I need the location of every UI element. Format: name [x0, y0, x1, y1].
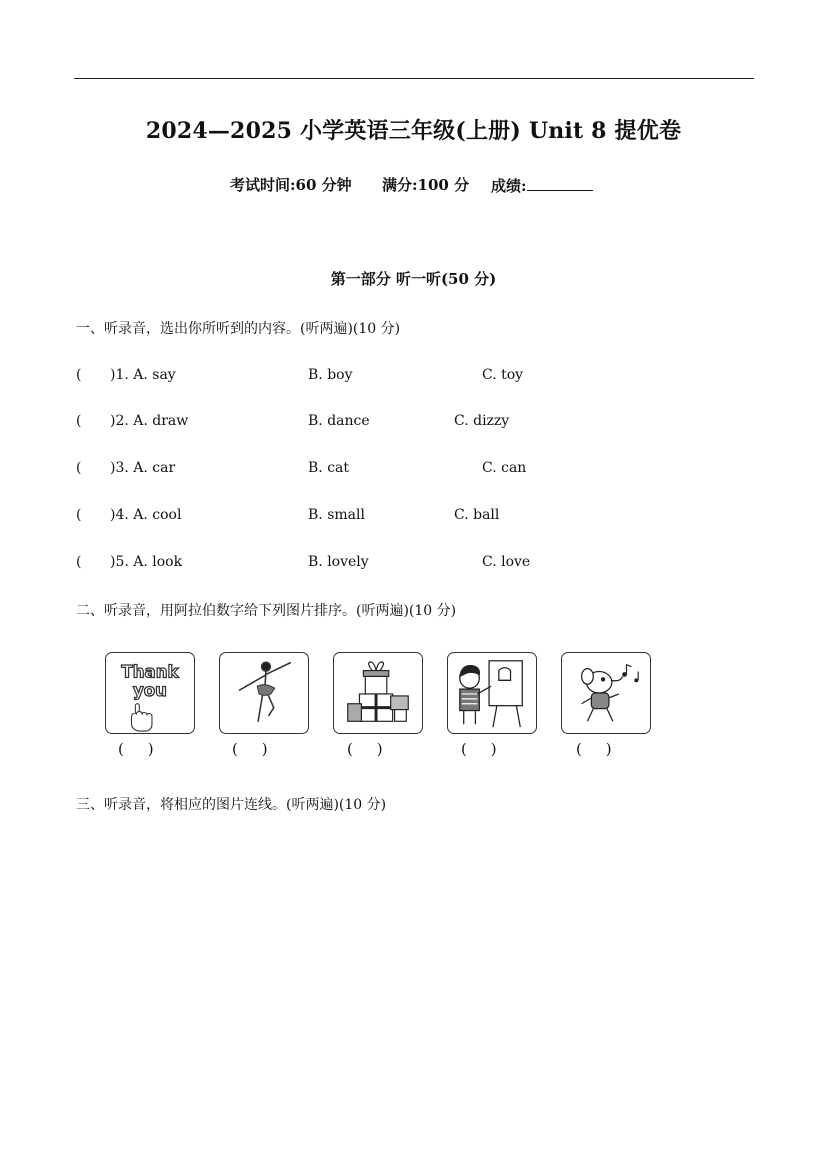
option-c: C. ball — [454, 507, 500, 523]
grade-label: 成绩: — [491, 177, 527, 195]
section1-title: 一、听录音，选出你所听到的内容。(听两遍)(10 分) — [76, 321, 401, 337]
option-c: C. toy — [482, 367, 524, 383]
answer-paren[interactable]: ( — [76, 507, 82, 523]
answer-paren[interactable]: ( — [76, 554, 82, 570]
picture-gifts — [333, 652, 423, 734]
picture-boy-drawing — [447, 652, 537, 734]
option-a: )1. A. say — [110, 367, 176, 383]
thank-text: Thank — [121, 662, 179, 682]
picture-answer-paren[interactable]: ( ) — [118, 740, 154, 758]
picture-answer-paren[interactable]: ( ) — [461, 740, 497, 758]
animal-singing-illustration — [562, 653, 650, 733]
full-score: 满分:100 分 — [382, 176, 470, 194]
option-a: )2. A. draw — [110, 413, 189, 429]
option-b: B. cat — [308, 460, 350, 476]
question-row — [76, 413, 776, 433]
option-a: )3. A. car — [110, 460, 176, 476]
you-text: you — [133, 680, 167, 700]
section3-title: 三、听录音，将相应的图片连线。(听两遍)(10 分) — [76, 797, 387, 813]
boy-drawing-illustration — [448, 653, 536, 733]
option-c: C. dizzy — [454, 413, 510, 429]
picture-answer-paren[interactable]: ( ) — [232, 740, 268, 758]
picture-thank-you — [105, 652, 195, 734]
exam-time: 考试时间:60 分钟 — [230, 176, 352, 194]
option-b: B. small — [308, 507, 365, 523]
part1-title: 第一部分 听一听(50 分) — [330, 270, 497, 288]
option-c: C. love — [482, 554, 531, 570]
question-row — [76, 554, 776, 574]
option-b: B. boy — [308, 367, 353, 383]
grade-field — [491, 174, 593, 196]
dancer-illustration — [220, 653, 308, 733]
picture-answer-paren[interactable]: ( ) — [576, 740, 612, 758]
grade-blank[interactable] — [527, 174, 593, 191]
tutu-shape — [257, 685, 275, 696]
question-row — [76, 507, 776, 527]
section2-title: 二、听录音，用阿拉伯数字给下列图片排序。(听两遍)(10 分) — [76, 603, 457, 619]
picture-answer-paren[interactable]: ( ) — [347, 740, 383, 758]
option-a: )5. A. look — [110, 554, 183, 570]
option-b: B. lovely — [308, 554, 369, 570]
header-rule — [74, 78, 754, 79]
question-row — [76, 367, 776, 387]
picture-animal-singing — [561, 652, 651, 734]
option-b: B. dance — [308, 413, 370, 429]
answer-paren[interactable]: ( — [76, 367, 82, 383]
answer-paren[interactable]: ( — [76, 413, 82, 429]
option-c: C. can — [482, 460, 527, 476]
question-row — [76, 460, 776, 480]
answer-paren[interactable]: ( — [76, 460, 82, 476]
thank-you-illustration — [106, 653, 194, 733]
picture-ballet-dancer — [219, 652, 309, 734]
option-a: )4. A. cool — [110, 507, 182, 523]
music-note-icon — [622, 665, 638, 683]
page-title: 2024—2025 小学英语三年级(上册) Unit 8 提优卷 — [145, 118, 682, 144]
gifts-illustration — [334, 653, 422, 733]
pointing-hand-icon — [131, 704, 151, 731]
